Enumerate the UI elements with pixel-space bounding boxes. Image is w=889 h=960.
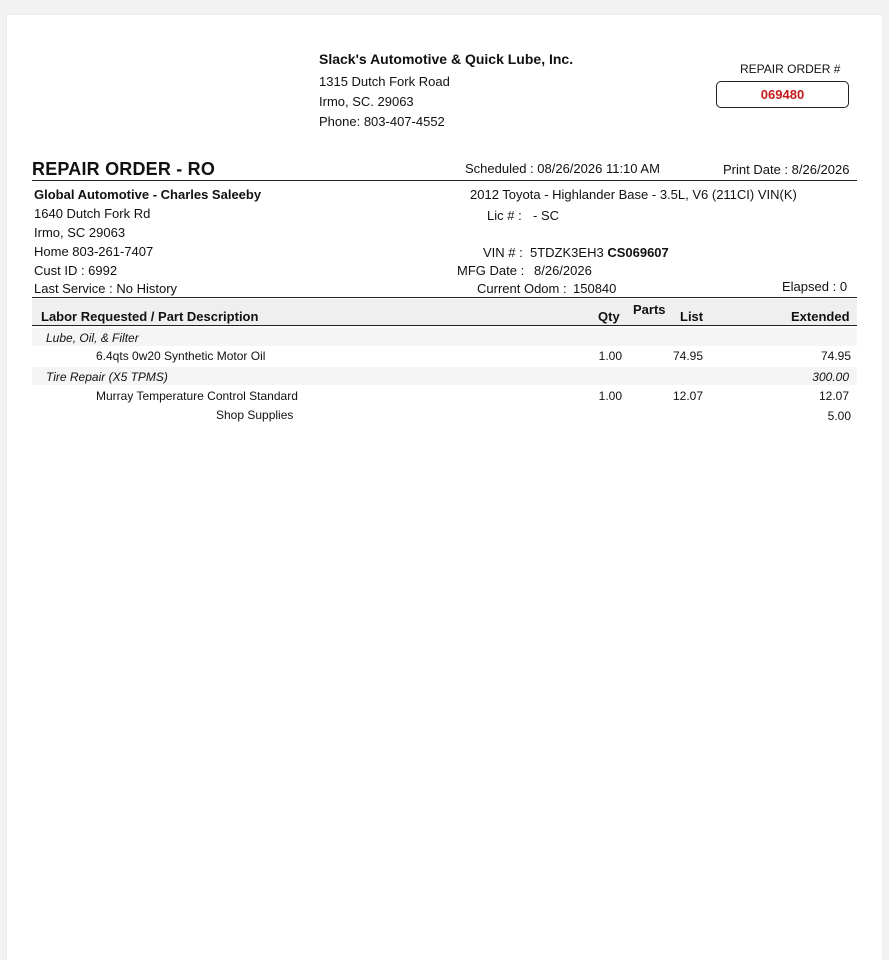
- job-row-background: [32, 328, 857, 346]
- customer-home-phone: Home 803-261-7407: [34, 244, 154, 259]
- part-description: 6.4qts 0w20 Synthetic Motor Oil: [96, 349, 266, 363]
- part-list-price: 12.07: [672, 389, 703, 403]
- license-value: - SC: [533, 208, 559, 223]
- part-list-price: 74.95: [672, 349, 703, 363]
- part-extended-price: 12.07: [818, 389, 849, 403]
- mfg-date-value: 8/26/2026: [534, 263, 592, 278]
- repair-order-number-label: REPAIR ORDER #: [740, 62, 841, 76]
- shop-address-line1: 1315 Dutch Fork Road: [319, 74, 450, 89]
- mfg-date-label: MFG Date :: [457, 263, 525, 278]
- vin-value: [530, 245, 669, 260]
- table-header: [32, 299, 857, 326]
- customer-id: Cust ID : 6992: [34, 263, 118, 278]
- header-description: Labor Requested / Part Description: [41, 309, 259, 324]
- print-date: Print Date : 8/26/2026: [723, 162, 850, 177]
- header-extended: Extended: [791, 309, 850, 324]
- vin-label: VIN # :: [483, 245, 523, 260]
- customer-address-line2: Irmo, SC 29063: [34, 225, 126, 240]
- last-service: Last Service : No History: [34, 281, 178, 296]
- part-description: Murray Temperature Control Standard: [96, 389, 298, 403]
- scheduled-date: Scheduled : 08/26/2026 11:10 AM: [465, 161, 660, 176]
- shop-supplies-amount: 5.00: [827, 409, 851, 423]
- job-extended-price: 300.00: [812, 370, 849, 384]
- odometer-value: 150840: [573, 281, 617, 296]
- part-qty: 1.00: [598, 349, 622, 363]
- page-title: REPAIR ORDER - RO: [32, 159, 216, 179]
- customer-address-line1: 1640 Dutch Fork Rd: [34, 206, 151, 221]
- vehicle-description: 2012 Toyota - Highlander Base - 3.5L, V6 (211CI) VIN(K): [470, 187, 797, 202]
- header-qty: Qty: [598, 309, 620, 324]
- elapsed-days: Elapsed : 0: [782, 279, 848, 294]
- part-qty: 1.00: [598, 389, 622, 403]
- part-extended-price: 74.95: [820, 349, 851, 363]
- odometer-label: Current Odom :: [477, 281, 567, 296]
- job-description: Lube, Oil, & Filter: [46, 331, 139, 345]
- repair-order-sheet: [7, 15, 882, 960]
- repair-order-number-box: [716, 81, 849, 108]
- table-header-divider: [32, 325, 857, 326]
- vin-prefix: 5TDZK3EH3: [530, 245, 604, 260]
- customer-name: Global Automotive - Charles Saleeby: [34, 187, 262, 202]
- shop-supplies-label: Shop Supplies: [216, 408, 294, 422]
- shop-address-line2: Irmo, SC. 29063: [319, 94, 414, 109]
- license-label: Lic # :: [487, 208, 522, 223]
- repair-order-number: 069480: [760, 87, 805, 102]
- title-divider: [32, 180, 857, 181]
- info-divider: [32, 297, 857, 298]
- vin-suffix: CS069607: [607, 245, 669, 260]
- shop-name: Slack's Automotive & Quick Lube, Inc.: [319, 51, 574, 67]
- job-description: Tire Repair (X5 TPMS): [46, 370, 168, 384]
- header-list: List: [680, 309, 704, 324]
- shop-phone: Phone: 803-407-4552: [319, 114, 445, 129]
- header-parts: Parts: [633, 302, 666, 317]
